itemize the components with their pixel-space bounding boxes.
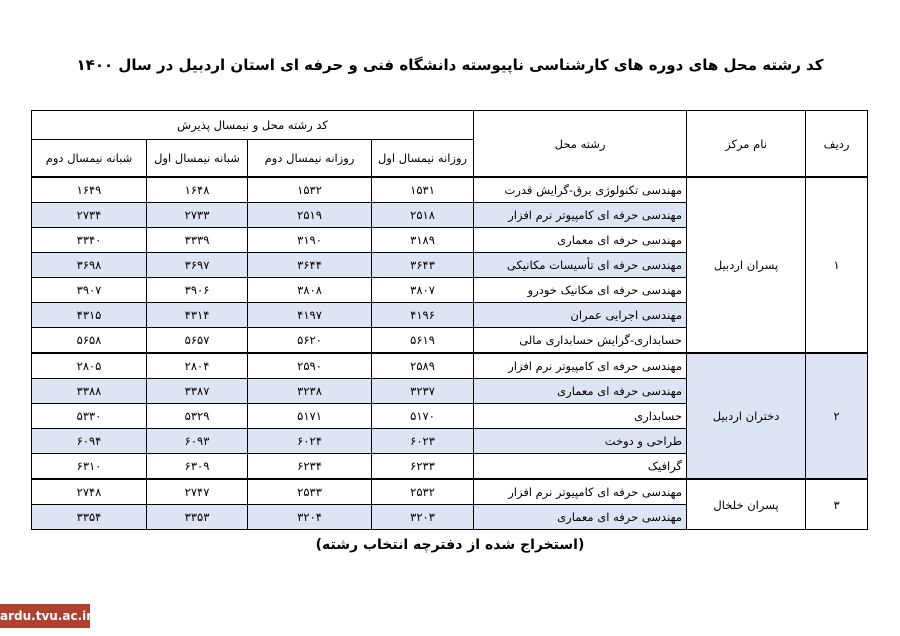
code-cell-night-second: ۶۰۹۴: [32, 429, 147, 454]
center-name-cell: دختران اردبیل: [687, 353, 806, 479]
code-cell-day-second: ۳۲۰۴: [248, 505, 372, 530]
code-cell-day-second: ۱۵۳۲: [248, 177, 372, 203]
header-field: رشته محل: [474, 111, 687, 178]
code-cell-day-second: ۲۵۳۳: [248, 479, 372, 505]
code-cell-night-first: ۳۳۵۳: [147, 505, 248, 530]
code-cell-night-second: ۳۳۵۴: [32, 505, 147, 530]
field-name-cell: مهندسی حرفه ای مکانیک خودرو: [474, 278, 687, 303]
field-name-cell: حسابداری: [474, 404, 687, 429]
code-cell-night-first: ۳۳۳۹: [147, 228, 248, 253]
code-cell-day-first: ۵۶۱۹: [372, 328, 474, 354]
center-name-cell: پسران خلخال: [687, 479, 806, 530]
code-cell-day-second: ۲۵۱۹: [248, 203, 372, 228]
header-night-first: شبانه نیمسال اول: [147, 140, 248, 178]
code-cell-day-first: ۲۵۳۲: [372, 479, 474, 505]
code-cell-night-second: ۳۳۸۸: [32, 379, 147, 404]
field-name-cell: مهندسی حرفه ای کامپیوتر نرم افزار: [474, 203, 687, 228]
header-day-first: روزانه نیمسال اول: [372, 140, 474, 178]
code-cell-night-first: ۲۸۰۴: [147, 353, 248, 379]
field-name-cell: حسابداری-گرایش حسابداری مالی: [474, 328, 687, 354]
row-number-cell: ۱: [806, 177, 868, 353]
header-day-second: روزانه نیمسال دوم: [248, 140, 372, 178]
code-cell-day-second: ۴۱۹۷: [248, 303, 372, 328]
field-name-cell: مهندسی حرفه ای معماری: [474, 379, 687, 404]
code-cell-night-second: ۴۳۱۵: [32, 303, 147, 328]
code-cell-night-second: ۲۷۴۸: [32, 479, 147, 505]
table-row: [32, 479, 868, 505]
field-name-cell: طراحی و دوخت: [474, 429, 687, 454]
code-cell-day-first: ۳۱۸۹: [372, 228, 474, 253]
code-cell-day-first: ۶۲۳۳: [372, 454, 474, 480]
code-cell-night-second: ۳۳۴۰: [32, 228, 147, 253]
code-cell-night-second: ۵۳۳۰: [32, 404, 147, 429]
source-note: (استخراج شده از دفترچه انتخاب رشته): [315, 537, 585, 553]
field-name-cell: مهندسی حرفه ای معماری: [474, 228, 687, 253]
code-cell-day-first: ۲۵۸۹: [372, 353, 474, 379]
code-cell-night-first: ۲۷۳۳: [147, 203, 248, 228]
code-cell-night-first: ۱۶۴۸: [147, 177, 248, 203]
code-cell-night-first: ۶۳۰۹: [147, 454, 248, 480]
field-name-cell: مهندسی حرفه ای معماری: [474, 505, 687, 530]
code-cell-day-first: ۳۸۰۷: [372, 278, 474, 303]
code-cell-day-first: ۳۶۴۳: [372, 253, 474, 278]
document-title: کد رشته محل های دوره های کارشناسی ناپیوسته دانشگاه فنی و حرفه ای استان اردبیل در سال ۱۴۰۰: [76, 56, 824, 74]
header-code-group: کد رشته محل و نیمسال پذیرش: [32, 111, 474, 140]
code-cell-day-second: ۳۶۴۴: [248, 253, 372, 278]
header-center-name: نام مرکز: [687, 111, 806, 178]
code-cell-night-first: ۴۳۱۴: [147, 303, 248, 328]
code-cell-day-first: ۱۵۳۱: [372, 177, 474, 203]
code-cell-day-second: ۲۵۹۰: [248, 353, 372, 379]
code-cell-day-first: ۴۱۹۶: [372, 303, 474, 328]
field-name-cell: مهندسی تکنولوژی برق-گرایش قدرت: [474, 177, 687, 203]
field-name-cell: مهندسی حرفه ای کامپیوتر نرم افزار: [474, 479, 687, 505]
code-cell-night-second: ۶۳۱۰: [32, 454, 147, 480]
code-cell-night-second: ۳۶۹۸: [32, 253, 147, 278]
table-body: [32, 177, 868, 530]
row-number-cell: ۳: [806, 479, 868, 530]
field-name-cell: مهندسی حرفه ای کامپیوتر نرم افزار: [474, 353, 687, 379]
code-cell-night-second: ۱۶۴۹: [32, 177, 147, 203]
header-night-second: شبانه نیمسال دوم: [32, 140, 147, 178]
field-name-cell: مهندسی اجرایی عمران: [474, 303, 687, 328]
code-cell-day-second: ۳۲۳۸: [248, 379, 372, 404]
site-url-badge: ardu.tvu.ac.ir: [0, 604, 90, 628]
code-cell-day-second: ۵۶۲۰: [248, 328, 372, 354]
code-cell-night-first: ۶۰۹۳: [147, 429, 248, 454]
code-cell-night-first: ۳۹۰۶: [147, 278, 248, 303]
code-cell-night-second: ۲۸۰۵: [32, 353, 147, 379]
field-name-cell: مهندسی حرفه ای تأسیسات مکانیکی: [474, 253, 687, 278]
code-cell-day-second: ۶۰۲۴: [248, 429, 372, 454]
row-number-cell: ۲: [806, 353, 868, 479]
code-cell-day-second: ۵۱۷۱: [248, 404, 372, 429]
code-cell-day-first: ۵۱۷۰: [372, 404, 474, 429]
code-cell-night-first: ۵۶۵۷: [147, 328, 248, 354]
code-cell-night-first: ۳۶۹۷: [147, 253, 248, 278]
field-name-cell: گرافیک: [474, 454, 687, 480]
header-row-number: ردیف: [806, 111, 868, 178]
code-cell-day-second: ۳۱۹۰: [248, 228, 372, 253]
table-row: [32, 177, 868, 203]
code-cell-day-second: ۶۲۳۴: [248, 454, 372, 480]
code-cell-day-first: ۳۲۳۷: [372, 379, 474, 404]
code-cell-night-second: ۳۹۰۷: [32, 278, 147, 303]
code-cell-night-first: ۲۷۴۷: [147, 479, 248, 505]
code-cell-night-first: ۳۳۸۷: [147, 379, 248, 404]
code-cell-night-first: ۵۳۲۹: [147, 404, 248, 429]
center-name-cell: پسران اردبیل: [687, 177, 806, 353]
field-codes-table: [31, 110, 868, 530]
code-cell-night-second: ۲۷۳۴: [32, 203, 147, 228]
code-cell-day-second: ۳۸۰۸: [248, 278, 372, 303]
code-cell-day-first: ۳۲۰۳: [372, 505, 474, 530]
code-cell-day-first: ۲۵۱۸: [372, 203, 474, 228]
table-row: [32, 353, 868, 379]
code-cell-day-first: ۶۰۲۳: [372, 429, 474, 454]
code-cell-night-second: ۵۶۵۸: [32, 328, 147, 354]
